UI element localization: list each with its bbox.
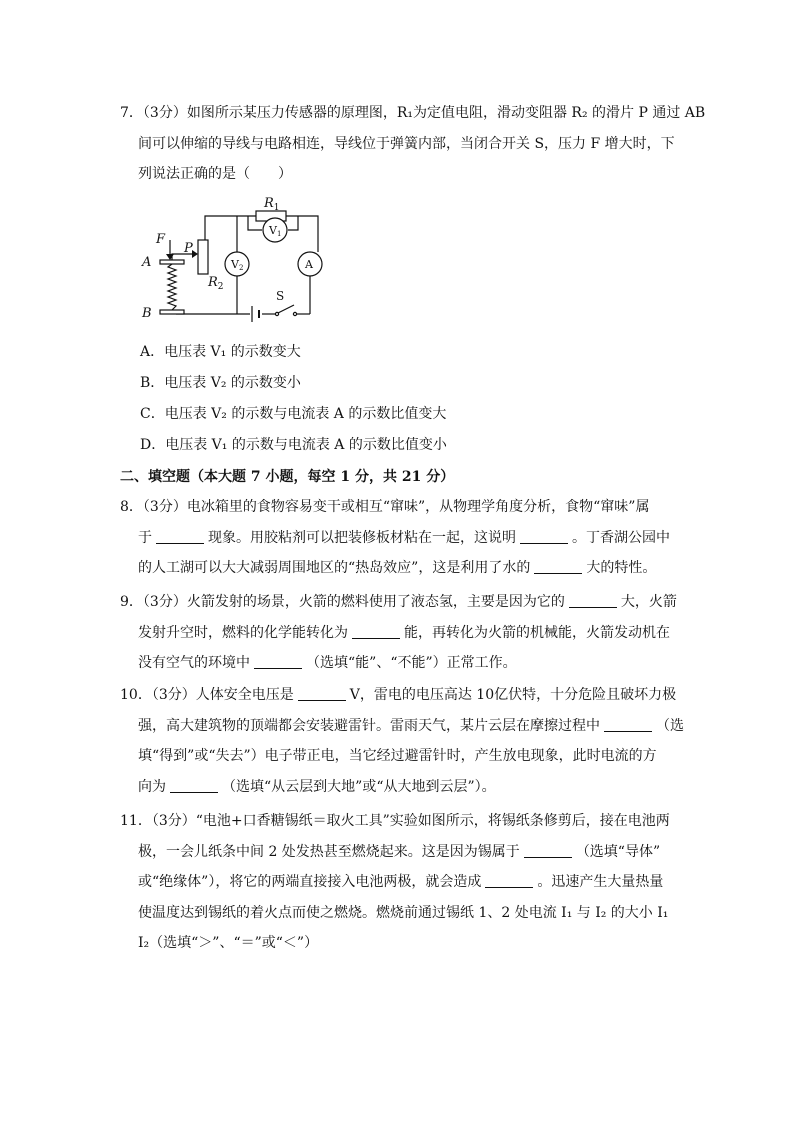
question-9: [120, 587, 680, 679]
label-r1: $R_1$: [264, 196, 280, 213]
slider-arrow-head: [192, 250, 198, 258]
label-v1: V1: [269, 224, 282, 238]
resistor-r2: [198, 240, 208, 274]
blank[interactable]: [569, 593, 617, 608]
q7-line2: 间可以伸缩的导线与电路相连，导线位于弹簧内部，当闭合开关 S，压力 F 增大时，下: [138, 135, 675, 152]
section-title: 二、填空题（本大题 7 小题，每空 1 分，共 21 分）: [120, 469, 455, 485]
label-r2: $R_2$: [208, 275, 224, 292]
q8-line3: 的人工湖可以大大减弱周围地区的“热岛效应”，这是利用了水的 大的特性。: [138, 560, 657, 576]
blank[interactable]: [534, 559, 582, 574]
q9-line3: 没有空气的环境中 （选填“能”、“不能”）正常工作。: [138, 655, 517, 671]
plate-b: [160, 310, 184, 314]
option-c: C．电压表 V₂ 的示数与电流表 A 的示数比值变大: [140, 406, 447, 422]
label-s: S: [276, 289, 285, 303]
question-11: [120, 806, 680, 959]
plate-a: [160, 260, 184, 264]
label-ammeter: A: [305, 258, 313, 271]
label-a: A: [142, 255, 152, 270]
label-v2: V2: [231, 258, 244, 272]
blank[interactable]: [485, 873, 533, 888]
label-b: B: [142, 306, 152, 321]
q9-line2: 发射升空时，燃料的化学能转化为 能，再转化为火箭的机械能，火箭发动机在: [138, 624, 670, 641]
blank[interactable]: [298, 686, 346, 701]
q11-line4: 使温度达到锡纸的着火点而使之燃烧。燃烧前通过锡纸 1、2 处电流 I₁ 与 I₂ 的大小 I₁: [138, 904, 669, 921]
blank[interactable]: [524, 843, 572, 858]
option-a: A．电压表 V₁ 的示数变大: [140, 344, 301, 360]
option-b: B．电压表 V₂ 的示数变小: [140, 375, 301, 391]
q7-line1: 7．（3分）如图所示某压力传感器的原理图，R₁为定值电阻，滑动变阻器 R₂ 的滑片 P 通过 AB: [120, 105, 706, 121]
blank[interactable]: [352, 624, 400, 639]
wire-v1-right: [288, 216, 298, 230]
blank[interactable]: [604, 717, 652, 732]
q11-line1: 11．（3分）“电池+口香糖锡纸＝取火工具”实验如图所示，将锡纸条修剪后，接在电池两: [120, 813, 670, 829]
blank[interactable]: [156, 529, 204, 544]
q10-line2: 强，高大建筑物的顶端都会安装避雷针。雷雨天气，某片云层在摩擦过程中 （选: [138, 717, 684, 734]
force-arrow-head: [166, 254, 174, 260]
q10-line4: 向为 （选填“从云层到大地”或“从大地到云层”）。: [138, 778, 496, 795]
q7-line3: 列说法正确的是（ ）: [138, 166, 292, 182]
q11-line5: I₂（选填“＞”、“＝”或“＜”）: [138, 935, 319, 951]
blank[interactable]: [520, 529, 568, 544]
q8-line1: 8．（3分）电冰箱里的食物容易变干或相互“窜味”，从物理学角度分析，食物“窜味”属: [120, 499, 650, 515]
q8-line2: 于 现象。用胶粘剂可以把装修板材粘在一起，这说明 。丁香湖公园中: [138, 529, 670, 546]
q9-line1: 9．（3分）火箭发射的场景，火箭的燃料使用了液态氢，主要是因为它的 大，火箭: [120, 594, 677, 610]
question-10: [120, 680, 684, 802]
circuit-diagram: [138, 196, 338, 326]
q11-line2: 极，一会儿纸条中间 2 处发热甚至燃烧起来。这是因为锡属于 （选填“导体”: [138, 843, 661, 860]
label-p: P: [184, 241, 193, 256]
switch-contact-right: [293, 312, 296, 315]
q10-line3: 填“得到”或“失去”）电子带正电，当它经过避雷针时，产生放电现象，此时电流的方: [138, 748, 657, 764]
switch-lever: [278, 305, 294, 313]
q11-line3: 或“绝缘体”），将它的两端直接接入电池两极，就会造成 。迅速产生大量热量: [138, 874, 664, 890]
blank[interactable]: [254, 654, 302, 669]
q10-line1: 10．（3分）人体安全电压是 V，雷电的电压高达 10亿伏特，十分危险且破坏力极: [120, 687, 677, 703]
question-7: [120, 98, 706, 190]
label-f: F: [156, 232, 166, 247]
option-d: D．电压表 V₁ 的示数与电流表 A 的示数比值变小: [140, 437, 447, 453]
spring: [168, 264, 176, 310]
question-8: [120, 492, 680, 584]
blank[interactable]: [170, 778, 218, 793]
